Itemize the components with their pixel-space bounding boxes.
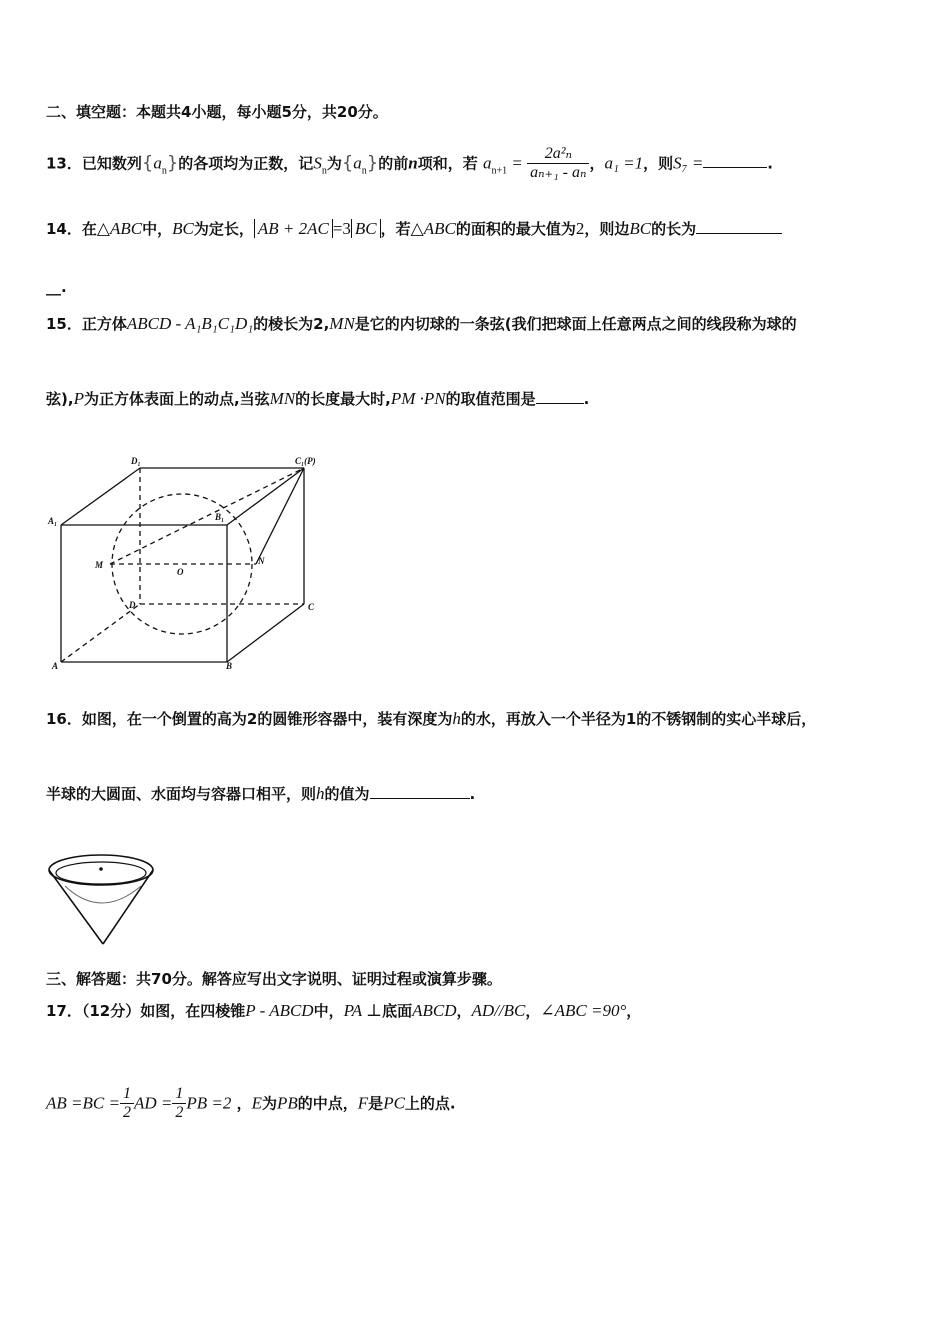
q17-comma-4: ， [236, 1094, 252, 1113]
q17-half-1 [120, 1085, 134, 1123]
q17-angle: ∠ABC =90° [540, 1001, 627, 1020]
q13-seq-sub-2: n [361, 165, 367, 177]
q15-text-3: 是它的内切球的一条弦(我们把球面上任意两点之间的线段称为球的 [354, 315, 797, 333]
q17-half-2-den: 2 [172, 1103, 186, 1122]
edge-a1d1 [61, 468, 140, 525]
q13-frac-den: aₙ₊₁ - aₙ [527, 163, 589, 182]
label-n: N [258, 556, 265, 566]
question-14 [46, 218, 782, 239]
section-two-heading: 二、填空题：本题共4小题，每小题5分，共20分。 [46, 103, 388, 121]
q17-half-1-num: 1 [122, 1085, 131, 1102]
cone-figure [45, 850, 170, 950]
q16-h-2: h [316, 784, 325, 803]
cone-left-side [49, 870, 103, 944]
q13-text-5: 项和，若 [417, 154, 478, 173]
q16-text-1: 如图，在一个倒置的高为2的圆锥形容器中，装有深度为 [81, 710, 453, 728]
q13-lhs-sub: n+1 [491, 165, 508, 177]
label-b: B [226, 661, 233, 671]
q15-text-4: 弦), [46, 390, 74, 408]
q15-answer-blank[interactable] [536, 403, 584, 404]
q16-number: 16． [46, 710, 82, 728]
q13-equals: = [512, 153, 522, 173]
q17-pyramid: P - ABCD [245, 1001, 314, 1020]
q17-pc: PC [383, 1093, 405, 1113]
q14-abs-bc: BC [351, 219, 381, 238]
q17-text-6: 上的点. [404, 1094, 456, 1113]
q14-eq3: =3 [332, 219, 351, 238]
q15-mn-2: MN [269, 389, 296, 408]
q15-text-2: 的棱长为2, [253, 315, 330, 333]
q13-S: S [313, 153, 322, 173]
question-17-line-2 [46, 1085, 456, 1123]
q17-comma-3: ， [626, 1002, 642, 1020]
q13-answer-blank[interactable] [703, 167, 767, 168]
q17-eq-b: AD = [133, 1093, 173, 1113]
q16-text-3: 半球的大圆面、水面均与容器口相平，则 [46, 785, 317, 803]
q14-triangle: △ABC [96, 219, 143, 238]
q16-h: h [452, 709, 461, 728]
q16-end: . [469, 785, 476, 803]
section-three-heading: 三、解答题：共70分。解答应写出文字说明、证明过程或演算步骤。 [46, 970, 502, 988]
q17-half-1-den: 2 [120, 1103, 134, 1122]
q13-lhs: a [482, 153, 492, 173]
q14-abs-expr: AB + 2AC [254, 219, 333, 238]
edge-ad [61, 604, 140, 662]
q15-mn: MN [329, 314, 355, 333]
q16-text-4: 的值为 [324, 785, 370, 803]
q14-answer-blank[interactable] [696, 233, 782, 234]
q13-seq-sub: n [161, 165, 167, 177]
cube-sphere-figure [40, 450, 340, 675]
q13-text-2: 的各项均为正数，记 [178, 154, 314, 173]
q13-a1: a₁ =1 [604, 153, 644, 173]
q15-text-5: 为正方体表面上的动点,当弦 [83, 390, 270, 408]
q17-text-2: 底面 [382, 1002, 413, 1020]
q15-dot-product: PM ·PN [390, 389, 446, 408]
q17-pb: PB [276, 1093, 298, 1113]
q13-fraction [527, 145, 589, 183]
q14-tail: __. [46, 278, 67, 296]
label-d1: D₁ [131, 456, 141, 466]
q17-comma-2: ， [525, 1002, 541, 1020]
q15-text-1: 正方体 [81, 315, 127, 333]
q13-text-6: ，则 [643, 154, 674, 173]
q15-number: 15． [46, 315, 82, 333]
q14-text-7: 的长为 [651, 220, 697, 238]
question-15-line-2 [46, 388, 589, 409]
q13-text-3: 为 [326, 154, 342, 173]
q17-half-2 [172, 1085, 186, 1123]
question-15 [46, 313, 797, 334]
segment-pn [256, 468, 304, 564]
q17-text-5: 是 [368, 1094, 384, 1113]
q14-triangle-2: △ABC [410, 219, 456, 238]
label-d: D [129, 600, 136, 610]
q13-S-sub: n [321, 165, 327, 177]
q16-answer-blank[interactable] [370, 798, 470, 799]
q17-eq-c: PB =2 [186, 1093, 232, 1113]
q17-pa: PA ⊥ [343, 1001, 383, 1020]
label-m: M [95, 560, 104, 570]
q14-text-6: ，则边 [584, 220, 630, 238]
edge-bc [227, 604, 304, 662]
rim-center-point [99, 867, 103, 871]
q15-text-7: 的取值范围是 [445, 390, 536, 408]
q17-number: 17． [46, 1002, 82, 1020]
q13-frac-num: 2a²ₙ [544, 145, 572, 162]
question-16 [46, 708, 816, 729]
hemisphere-rim [56, 862, 146, 884]
q17-score: （12分）如图，在四棱锥 [81, 1002, 246, 1020]
cone-right-side [103, 870, 153, 944]
question-17 [46, 1000, 641, 1021]
question-13: 13．已知数列$\{a_n\}$的各项均为正数，记$S_n$为$\{a_n\}$的前n项和，若 $a_{n+1}$ = $\frac{\text{2a²ₙ}}{\text{aₙ₊₁ - aₙ}}$ ，a₁ =1，则S₇ = . [46, 145, 773, 182]
q13-S7: S₇ = [673, 153, 704, 173]
q14-text-5: 的面积的最大值为 [455, 220, 576, 238]
q17-text-4: 的中点， [297, 1094, 358, 1113]
label-o: O [177, 567, 184, 577]
label-b1: B₁ [215, 512, 225, 522]
q14-text-4: ，若 [380, 220, 411, 238]
label-c1p: C₁(P) [295, 456, 316, 466]
q17-text-1: 中， [313, 1002, 344, 1020]
q13-text-4: 的前 [378, 154, 409, 173]
q15-cube: ABCD - A₁B₁C₁D₁ [126, 314, 254, 333]
q13-text-1: 已知数列 [81, 154, 142, 173]
q14-bc: BC [172, 219, 194, 238]
q14-two: 2 [575, 219, 585, 238]
q17-f: F [357, 1093, 369, 1113]
q14-bc-2: BC [629, 219, 652, 238]
edge-b1c1 [227, 468, 304, 525]
q16-text-2: 的水，再放入一个半径为1的不锈钢制的实心半球后， [460, 710, 817, 728]
q13-end: . [767, 154, 773, 173]
q13-comma: ， [589, 154, 605, 173]
hemisphere-bottom [65, 886, 141, 903]
q13-seq: a [153, 153, 162, 173]
q15-text-6: 的长度最大时, [295, 390, 391, 408]
q17-base: ABCD [412, 1001, 457, 1020]
q15-p: P [73, 389, 84, 408]
q14-text-1: 在 [81, 220, 97, 238]
segment-pm [110, 468, 304, 564]
q14-text-2: 中， [142, 220, 173, 238]
q17-parallel: AD//BC [471, 1001, 526, 1020]
q13-number: 13． [46, 154, 82, 173]
q14-text-3: 为定长， [193, 220, 254, 238]
q15-end: . [583, 390, 590, 408]
q17-e: E [251, 1093, 262, 1113]
q14-number: 14． [46, 220, 82, 238]
q13-n: n [408, 153, 418, 173]
q17-eq-a: AB =BC = [46, 1093, 120, 1113]
q17-comma-1: ， [456, 1002, 472, 1020]
q13-seq-2: a [353, 153, 362, 173]
question-16-line-2 [46, 783, 475, 804]
label-c: C [308, 602, 315, 612]
label-a: A [52, 661, 59, 671]
q17-half-2-num: 1 [175, 1085, 184, 1102]
q17-text-3: 为 [261, 1094, 277, 1113]
label-a1: A₁ [48, 516, 58, 526]
